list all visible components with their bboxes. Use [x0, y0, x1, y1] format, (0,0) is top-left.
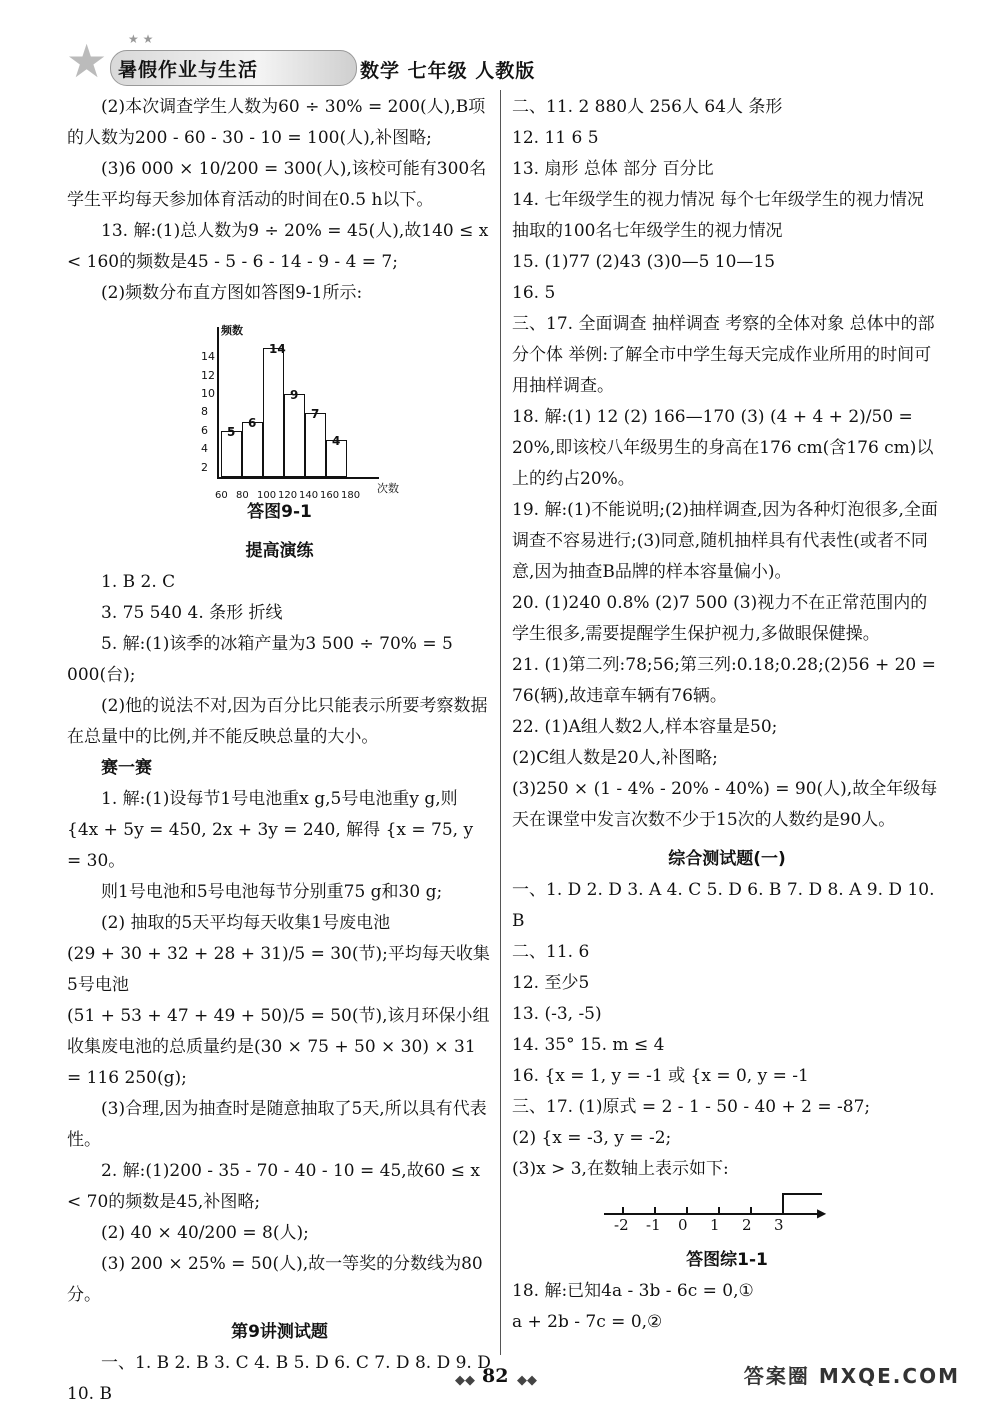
y-axis-label: 频数 — [221, 324, 243, 337]
number-line-tick — [654, 1207, 656, 1214]
answer-text: 一、1. B 2. B 3. C 4. B 5. D 6. C 7. D 8. D 9. D 10. B — [67, 1353, 491, 1404]
x-tick-label: 140 — [299, 490, 319, 501]
bar-value-label: 6 — [248, 415, 257, 430]
answer-text: (2)C组人数是20人,补图略; — [512, 748, 718, 768]
watermark: 答案圈 MXQE.COM — [743, 1364, 960, 1388]
y-tick-label: 6 — [201, 423, 208, 437]
number-line-label: -1 — [646, 1216, 661, 1234]
answer-text: 16. 5 — [512, 283, 556, 303]
answer-text: 22. (1)A组人数2人,样本容量是50; — [512, 717, 778, 737]
column-divider — [500, 90, 501, 1355]
answer-text: 12. 11 6 5 — [512, 128, 599, 148]
figure-caption: 答图综1-1 — [686, 1250, 768, 1270]
page-number-badge — [455, 1361, 545, 1397]
answer-text: 21. (1)第二列:78;56;第三列:0.18;0.28;(2)56 + 20 = 76(辆),故违章车辆有76辆。 — [512, 655, 936, 706]
answer-text: 1. B 2. C — [101, 572, 176, 592]
number-line-label: 3 — [774, 1216, 784, 1234]
answer-text: 2. 解:(1)200 - 35 - 70 - 40 - 10 = 45,故60 ≤ x < 70的频数是45,补图略; — [67, 1161, 480, 1212]
left-column — [67, 92, 492, 1410]
answer-text: a + 2b - 7c = 0,② — [512, 1312, 663, 1332]
answer-text: (2) 40 × 40/200 = 8(人); — [101, 1223, 309, 1243]
number-line-tick — [622, 1207, 624, 1214]
star-icon: ★ — [66, 34, 108, 88]
section-title: 提高演练 — [245, 541, 314, 561]
book-title: 暑假作业与生活 — [118, 59, 259, 81]
figure-caption: 答图9-1 — [247, 502, 312, 522]
answer-text: 14. 35° 15. m ≤ 4 — [512, 1035, 665, 1055]
arrow-icon: ▶ — [817, 1206, 827, 1220]
number-line-label: 1 — [710, 1216, 720, 1234]
y-tick-label: 10 — [201, 387, 215, 400]
answer-text: (3)合理,因为抽查时是随意抽取了5天,所以具有代表性。 — [67, 1099, 487, 1150]
answer-text: 15. (1)77 (2)43 (3)0—5 10—15 — [512, 252, 776, 272]
answer-text: 18. 解:(1) 12 (2) 166—170 (3) (4 + 4 + 2)/50 = 20%,即该校八年级男生的身高在176 cm(含176 cm)以上的约占20%。 — [512, 407, 934, 489]
answer-text: (3)250 × (1 - 4% - 20% - 40%) = 90(人),故全年级每天在课堂中发言次数不少于15次的人数约是90人。 — [512, 779, 938, 830]
left-ornament-icon: ◆◆ — [455, 1373, 475, 1388]
answer-text: (51 + 53 + 47 + 49 + 50)/5 = 50(节),该月环保小组收集废电池的总质量约是(30 × 75 + 50 × 30) × 31 = 116 250(g); — [67, 1006, 490, 1088]
answer-text: (3) 200 × 25% = 50(人),故一等奖的分数线为80分。 — [67, 1254, 483, 1305]
number-line-tick — [686, 1207, 688, 1214]
answer-text: (3)x > 3,在数轴上表示如下: — [512, 1159, 729, 1179]
x-tick-label: 160 — [320, 490, 340, 501]
answer-text: (29 + 30 + 32 + 28 + 31)/5 = 30(节);平均每天收集5号电池 — [67, 944, 490, 995]
answer-text: 5. 解:(1)该季的冰箱产量为3 500 ÷ 70% = 5 000(台); — [67, 634, 453, 685]
histogram-bar — [263, 348, 284, 477]
answer-text: 13. 解:(1)总人数为9 ÷ 20% = 45(人),故140 ≤ x < 160的频数是45 - 5 - 6 - 14 - 9 - 4 = 7; — [67, 221, 489, 272]
number-line-label: 2 — [742, 1216, 752, 1234]
x-tick-label: 60 — [215, 490, 228, 501]
answer-text: 一、1. D 2. D 3. A 4. C 5. D 6. B 7. D 8. A 9. D 10. B — [512, 880, 935, 931]
answer-text: 3. 75 540 4. 条形 折线 — [101, 603, 283, 623]
answer-text: 13. (-3, -5) — [512, 1004, 602, 1024]
x-axis-label: 次数 — [377, 482, 399, 495]
y-axis — [217, 327, 219, 477]
y-tick-label: 2 — [201, 460, 208, 474]
bar-value-label: 9 — [290, 388, 299, 403]
answer-text: 19. 解:(1)不能说明;(2)抽样调查,因为各种灯泡很多,全面调查不容易进行;(3)同意,随机抽样具有代表性(或者不同意,因为抽查B品牌的样本容量偏小)。 — [512, 500, 938, 582]
answer-text: 14. 七年级学生的视力情况 每个七年级学生的视力情况 抽取的100名七年级学生的视力情况 — [512, 190, 924, 241]
section-title: 赛一赛 — [101, 758, 152, 778]
answer-text: {4x + 5y = 450, 2x + 3y = 240, 解得 {x = 75, y = 30。 — [67, 820, 474, 871]
answer-text: 13. 扇形 总体 部分 百分比 — [512, 159, 714, 179]
subject-label: 数学 七年级 人教版 — [360, 60, 536, 82]
number-line — [512, 1185, 942, 1245]
histogram-chart — [67, 309, 492, 501]
x-tick-label: 180 — [341, 490, 361, 501]
answer-text: 二、11. 6 — [512, 942, 590, 962]
x-tick-label: 80 — [236, 490, 249, 501]
answer-text: 12. 至少5 — [512, 973, 590, 993]
bar-value-label: 4 — [332, 434, 341, 449]
answer-text: 20. (1)240 0.8% (2)7 500 (3)视力不在正常范围内的学生很多,需要提醒学生保护视力,多做眼保健操。 — [512, 593, 928, 644]
right-ornament-icon: ◆◆ — [517, 1373, 537, 1388]
answer-text: 三、17. (1)原式 = 2 - 1 - 50 - 40 + 2 = -87; — [512, 1097, 871, 1117]
page-header — [60, 30, 540, 92]
y-tick-label: 12 — [201, 368, 215, 382]
x-tick-label: 120 — [278, 490, 298, 501]
y-tick-label: 4 — [201, 442, 208, 456]
answer-text: (2)频数分布直方图如答图9-1所示: — [101, 283, 363, 303]
small-star-icon: ★ ★ — [128, 32, 154, 46]
bar-value-label: 5 — [227, 425, 236, 439]
y-tick-label: 14 — [201, 350, 215, 364]
answer-text: 18. 解:已知4a - 3b - 6c = 0,① — [512, 1281, 754, 1301]
answer-text: (3)6 000 × 10/200 = 300(人),该校可能有300名学生平均每天参加体育活动的时间在0.5 h以下。 — [67, 159, 487, 210]
answer-text: (2) 抽取的5天平均每天收集1号废电池 — [101, 913, 391, 933]
x-axis — [217, 477, 379, 479]
answer-text: (2)他的说法不对,因为百分比只能表示所要考察数据在总量中的比例,并不能反映总量的大小。 — [67, 696, 488, 747]
solution-boundary — [782, 1193, 784, 1213]
answer-text: 三、17. 全面调查 抽样调查 考察的全体对象 总体中的部分个体 举例:了解全市中学生每天完成作业所用的时间可用抽样调查。 — [512, 314, 935, 396]
bar-value-label: 7 — [311, 406, 320, 421]
number-line-tick — [718, 1207, 720, 1214]
number-line-tick — [750, 1207, 752, 1214]
answer-text: (2) {x = -3, y = -2; — [512, 1128, 672, 1148]
bar-value-label: 14 — [269, 342, 286, 357]
page-number: 82 — [482, 1365, 509, 1387]
number-line-label: 0 — [678, 1216, 688, 1234]
answer-text: 16. {x = 1, y = -1 或 {x = 0, y = -1 — [512, 1066, 809, 1086]
section-title: 综合测试题(一) — [668, 849, 786, 869]
answer-text: 则1号电池和5号电池每节分别重75 g和30 g; — [101, 882, 443, 902]
answer-text: 1. 解:(1)设每节1号电池重x g,5号电池重y g,则 — [101, 789, 458, 809]
answer-text: 二、11. 2 880人 256人 64人 条形 — [512, 97, 783, 117]
section-title: 第9讲测试题 — [231, 1322, 328, 1342]
answer-text: (2)本次调查学生人数为60 ÷ 30% = 200(人),B项的人数为200 - 60 - 30 - 10 = 100(人),补图略; — [67, 97, 486, 148]
y-tick-label: 8 — [201, 405, 208, 419]
solution-ray — [782, 1193, 822, 1195]
right-column — [512, 92, 942, 1338]
number-line-label: -2 — [614, 1216, 629, 1234]
x-tick-label: 100 — [257, 490, 277, 501]
